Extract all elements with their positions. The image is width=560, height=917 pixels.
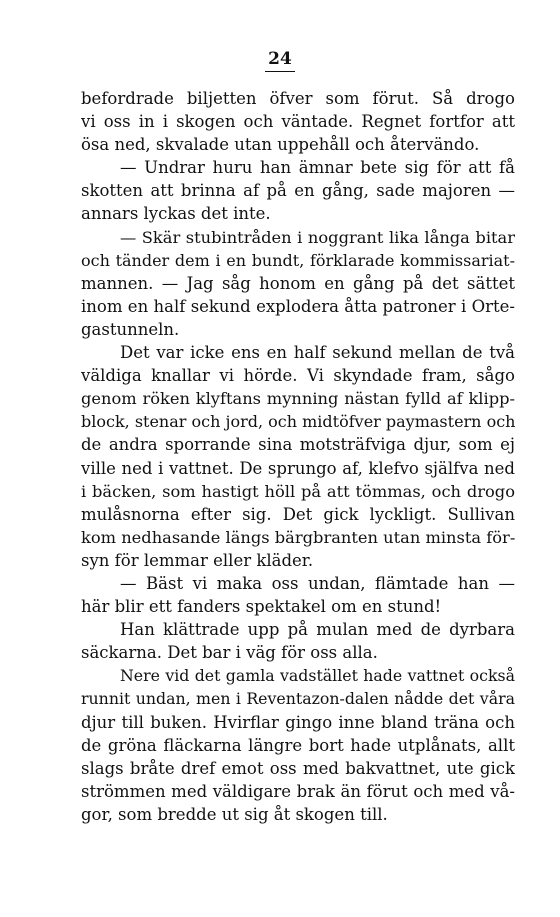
text-line: runnit undan, men i Reventazon-dalen nådde det våra [81, 689, 515, 709]
text-line: mulåsnorna efter sig. Det gick lyckligt. Sullivan [81, 504, 515, 524]
text-line: gastunneln. [81, 319, 180, 339]
text-line: väldiga knallar vi hörde. Vi skyndade fram, sågo [81, 366, 515, 386]
text-line: skotten att brinna af på en gång, sade majoren — [81, 181, 515, 201]
text-line: de andra sporrande sina motsträfviga djur, som ej [81, 435, 515, 455]
text-line: djur till buken. Hvirflar gingo inne bland träna och [81, 712, 515, 732]
text-line: — Bäst vi maka oss undan, flämtade han — [120, 573, 515, 593]
text-line: ville ned i vattnet. De sprungo af, klefvo själfva ned [81, 458, 515, 478]
body-text [81, 87, 515, 826]
text-line: Nere vid det gamla vadstället hade vattnet också [120, 666, 515, 686]
text-line: mannen. — Jag såg honom en gång på det sättet [81, 273, 515, 293]
text-line: vi oss in i skogen och väntade. Regnet fortfor att [81, 112, 515, 132]
page-number [0, 48, 560, 72]
text-line: slags bråte dref emot oss med bakvattnet, ute gick [81, 758, 515, 778]
text-line: — Undrar huru han ämnar bete sig för att få [120, 158, 515, 178]
text-line: syn för lemmar eller kläder. [81, 550, 314, 570]
text-line: strömmen med väldigare brak än förut och med vå- [81, 781, 515, 801]
text-line: kom nedhasande längs bärgbranten utan minsta för- [81, 527, 515, 547]
text-line: — Skär stubintråden i noggrant lika långa bitar [120, 227, 515, 247]
text-line: genom röken klyftans mynning nästan fylld af klipp- [81, 389, 515, 409]
text-line: inom en half sekund explodera åtta patroner i Orte- [81, 296, 515, 316]
text-line: gor, som bredde ut sig åt skogen till. [81, 804, 388, 824]
text-line: de gröna fläckarna längre bort hade utplånats, allt [81, 735, 515, 755]
page-number-text: 24 [265, 48, 295, 72]
text-line: annars lyckas det inte. [81, 204, 271, 224]
text-line: Han klättrade upp på mulan med de dyrbara [120, 620, 515, 640]
text-line: säckarna. Det bar i väg för oss alla. [81, 643, 378, 663]
text-line: befordrade biljetten öfver som förut. Så drogo [81, 89, 515, 108]
text-line: i bäcken, som hastigt höll på att tömmas, och drogo [81, 481, 515, 501]
text-line: block, stenar och jord, och midtöfver paymastern och [81, 412, 515, 432]
text-line: ösa ned, skvalade utan uppehåll och återvändo. [81, 135, 480, 155]
text-line: här blir ett fanders spektakel om en stund! [81, 597, 442, 617]
text-line: och tänder dem i en bundt, förklarade kommissariat- [81, 250, 515, 270]
text-line: Det var icke ens en half sekund mellan de två [120, 343, 515, 363]
